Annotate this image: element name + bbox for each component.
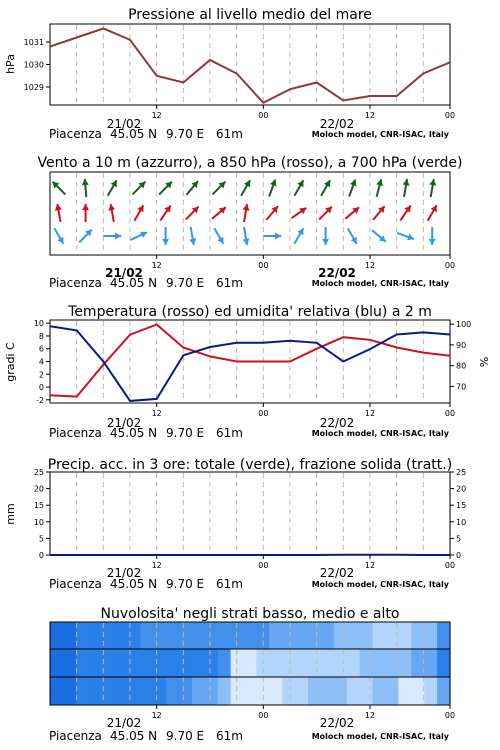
rh-y-axis [450,320,471,391]
x-tick-label: 12 [151,561,162,570]
cloud-cell-mid [63,649,77,677]
y-tick-label: 25 [33,468,44,477]
cloud-cell-high [360,677,374,705]
cloud-cell-high [347,677,361,705]
cloud-cell-low [282,622,296,649]
cloud-cell-high [411,677,425,705]
cloud-cell-mid [140,649,154,677]
location-name: Piacenza [49,426,102,440]
y-tick-label: 25 [456,468,467,477]
date-label-1: 21/02 [106,566,142,580]
cloud-cell-high [153,677,167,705]
cloud-cell-high [244,677,257,705]
cloud-cell-high [192,677,206,705]
wind-850hpa-arrow [266,206,278,220]
cloud-cell-high [334,677,348,705]
y-tick-label: 2 [38,370,44,380]
date-label-2: 22/02 [319,117,355,131]
cloud-cell-high [115,677,128,705]
cloud-heatmap [50,622,451,705]
location-lat: 45.05 N [110,729,158,743]
pressure-panel [4,7,455,141]
cloud-cell-mid [89,649,103,677]
cloud-cell-low [308,622,322,649]
cloud-cell-high [373,677,387,705]
arrow-head [82,204,89,210]
wind-700hpa-arrow [159,182,172,195]
cloud-cell-high [269,677,283,705]
y-tick-label: 90 [456,340,467,350]
cloud-cell-mid [153,649,167,677]
cloud-cell-mid [205,649,219,677]
x-tick-label: 00 [258,111,269,120]
model-credit: Moloch model, CNR-ISAC, Italy [311,732,449,741]
y-tick-label: 1031 [23,38,44,47]
wind-850hpa-arrow [160,206,170,221]
temp-rh-location-line [49,426,450,440]
precip-title: Precip. acc. in 3 ore: totale (verde), frazione solida (tratt.) [47,457,453,473]
model-credit: Moloch model, CNR-ISAC, Italy [311,580,449,589]
pressure-location-line [49,127,450,141]
y-tick-label: 0 [456,551,462,560]
wind-700hpa-arrow [108,180,117,196]
date-label-2: 22/02 [319,416,355,430]
wind-10m-arrow [348,228,357,244]
wind-10m-arrow [79,230,92,243]
wind-10m-arrow [189,227,196,245]
y-tick-label: 10 [33,319,44,329]
cloud-cell-low [89,622,103,649]
y-tick-label: 10 [33,517,44,527]
location-lat: 45.05 N [110,127,158,141]
x-tick-label: 00 [444,409,456,418]
x-tick-label: 12 [364,111,376,120]
cloud-cell-mid [179,649,193,677]
cloud-cell-low [50,622,64,649]
model-credit: Moloch model, CNR-ISAC, Italy [311,279,449,288]
temp-rh-panel [4,304,491,440]
wind-850hpa-arrow [82,204,89,222]
y-tick-label: 5 [456,534,462,544]
date-label-1: 21/02 [105,266,143,280]
cloud-cell-mid [321,649,335,677]
y-tick-label: 15 [456,501,467,511]
cloud-cell-high [218,677,232,705]
wind-10m-arrow [243,227,250,245]
x-tick-label: 12 [151,261,162,270]
wind-10m-arrow [103,233,121,240]
cloud-cell-low [153,622,167,649]
location-elevation: 61m [216,729,243,743]
cloud-panel [49,606,455,743]
cloud-cell-mid [334,649,348,677]
cloud-cell-low [218,622,232,649]
date-label-1: 21/02 [106,117,142,131]
wind-850hpa-arrow [400,206,410,221]
cloud-cell-mid [50,649,64,677]
wind-850hpa-arrow [55,204,62,222]
wind-850hpa-arrow [292,208,307,218]
arrow-head [376,179,383,186]
cloud-cell-low [205,622,219,649]
wind-850hpa-arrow [373,206,385,220]
date-label-2: 22/02 [319,566,355,580]
cloud-cell-low [115,622,128,649]
wind-10m-arrow [294,228,303,244]
location-name: Piacenza [49,127,102,141]
precip-y-axis [34,468,50,560]
pressure-y-label: hPa [4,54,17,74]
precip-y-label: mm [4,503,17,525]
cloud-cell-mid [373,649,387,677]
x-tick-label: 00 [258,261,269,270]
wind-850hpa-arrow [345,207,359,219]
cloud-cell-high [166,677,180,705]
cloud-cell-mid [218,649,232,677]
cloud-cell-mid [347,649,361,677]
wind-10m-arrow [397,233,414,240]
cloud-cell-mid [76,649,90,677]
location-lon: 9.70 E [166,729,205,743]
wind-10m-arrow [429,227,436,245]
x-tick-label: 00 [258,711,269,720]
arrow-head [162,239,169,245]
cloud-cell-low [76,622,90,649]
cloud-cell-low [360,622,374,649]
cloud-cell-high [140,677,154,705]
y-tick-label: 1030 [23,60,44,70]
location-lat: 45.05 N [110,276,158,290]
x-tick-label: 12 [151,111,162,120]
wind-title: Vento a 10 m (azzurro), a 850 hPa (rosso), a 700 hPa (verde) [37,155,463,171]
wind-700hpa-arrow [376,179,383,196]
cloud-cell-mid [192,649,206,677]
arrow-head [82,179,89,185]
cloud-cell-low [269,622,283,649]
cloud-cell-mid [411,649,425,677]
cloud-cell-high [295,677,309,705]
cloud-cell-low [166,622,180,649]
location-elevation: 61m [216,426,243,440]
x-tick-label: 00 [444,261,456,270]
pressure-gridlines [77,25,424,104]
pressure-y-axis [24,38,50,92]
cloud-cell-low [373,622,387,649]
cloud-cell-high [437,677,451,705]
location-elevation: 61m [216,127,243,141]
location-name: Piacenza [49,276,102,290]
date-label-1: 21/02 [106,416,142,430]
cloud-cell-low [334,622,348,649]
x-tick-label: 12 [364,711,376,720]
wind-700hpa-arrow [241,180,250,196]
cloud-cell-mid [437,649,451,677]
cloud-title: Nuvolosita' negli strati basso, medio e alto [100,606,400,622]
cloud-cell-high [50,677,64,705]
y-tick-label: 100 [456,320,472,330]
cloud-cell-high [398,677,412,705]
wind-10m-arrow [162,227,169,245]
cloud-cell-mid [282,649,296,677]
precip-x-axis [152,555,456,570]
cloud-x-axis [152,705,456,720]
wind-10m-arrow [372,230,386,242]
cloud-cell-high [127,677,141,705]
cloud-location-line [49,729,450,743]
y-tick-label: 8 [38,331,44,341]
cloud-cell-low [127,622,141,649]
y-tick-label: 20 [33,484,44,494]
wind-10m-arrow [214,228,223,244]
y-tick-label: 4 [38,357,44,367]
x-tick-label: 00 [258,561,269,570]
cloud-cell-high [231,677,245,705]
cloud-cell-high [424,677,438,705]
model-credit: Moloch model, CNR-ISAC, Italy [311,130,449,139]
cloud-cell-low [63,622,77,649]
cloud-cell-low [321,622,335,649]
cloud-cell-mid [127,649,141,677]
wind-panel [37,155,462,290]
cloud-cell-low [411,622,425,649]
wind-850hpa-arrow [212,207,226,219]
precip-location-line [49,577,450,591]
cloud-cell-mid [166,649,180,677]
x-tick-label: 00 [444,111,456,120]
wind-700hpa-arrow [321,180,330,196]
wind-700hpa-arrow [429,179,436,197]
location-lon: 9.70 E [166,426,205,440]
wind-850hpa-arrow [319,207,332,220]
wind-700hpa-arrow [294,180,303,196]
arrow-head [115,233,121,240]
arrow-head [322,239,329,245]
cloud-cell-high [205,677,219,705]
temperature-series-line [50,325,450,397]
cloud-cell-high [89,677,103,705]
y-tick-label: 20 [456,484,467,494]
cloud-cell-high [63,677,77,705]
cloud-cell-low [437,622,451,649]
wind-850hpa-arrow [243,204,250,222]
wind-x-axis [152,255,456,270]
cloud-cell-low [192,622,206,649]
cloud-cell-low [140,622,154,649]
location-name: Piacenza [49,729,102,743]
temp-rh-x-axis [152,403,456,418]
x-tick-label: 12 [364,261,376,270]
location-name: Piacenza [49,577,102,591]
cloud-cell-mid [424,649,438,677]
x-tick-label: 12 [364,561,376,570]
y-tick-label: 0 [38,383,44,393]
cloud-date-labels [107,716,355,730]
cloud-cell-high [282,677,296,705]
x-tick-label: 12 [151,409,162,418]
wind-700hpa-arrow [53,182,66,195]
cloud-cell-low [295,622,309,649]
pressure-series-line [50,29,450,103]
x-tick-label: 00 [444,561,456,570]
y-tick-label: 1029 [23,83,44,92]
wind-700hpa-arrow [82,179,89,197]
wind-10m-arrow [131,232,147,240]
x-tick-label: 12 [151,711,162,720]
cloud-cell-high [321,677,335,705]
pressure-title: Pressione al livello medio del mare [128,7,372,23]
humidity-series-line [50,326,450,401]
wind-850hpa-arrow [428,205,437,221]
cloud-cell-low [398,622,412,649]
date-label-2: 22/02 [319,716,355,730]
cloud-cell-low [179,622,193,649]
cloud-cell-mid [115,649,128,677]
location-lon: 9.70 E [166,577,205,591]
precip-plot-frame [50,472,450,555]
date-label-1: 21/02 [106,716,142,730]
wind-700hpa-arrow [403,179,410,197]
wind-850hpa-arrow [186,207,199,220]
precip-y-axis-right [450,468,466,560]
cloud-cell-low [424,622,438,649]
y-tick-label: 80 [456,361,467,371]
wind-10m-arrow [54,228,63,244]
cloud-cell-high [76,677,90,705]
y-tick-label: 5 [38,534,44,544]
model-credit: Moloch model, CNR-ISAC, Italy [311,429,449,438]
location-elevation: 61m [216,577,243,591]
wind-arrows [53,179,437,245]
cloud-cell-mid [360,649,374,677]
wind-700hpa-arrow [349,180,356,197]
cloud-cell-mid [295,649,309,677]
cloud-cell-low [347,622,361,649]
wind-850hpa-arrow [108,204,115,222]
rh-y-label: % [478,356,491,368]
wind-location-line [49,276,450,290]
temp-y-axis [34,319,50,405]
location-lon: 9.70 E [166,276,205,290]
y-tick-label: -2 [36,395,44,405]
wind-700hpa-arrow [269,180,276,197]
precip-panel [4,457,466,591]
pressure-plot-frame [50,24,450,105]
arrow-head [275,233,281,240]
y-tick-label: 15 [33,501,44,511]
location-elevation: 61m [216,276,243,290]
wind-700hpa-arrow [133,182,146,195]
temp-y-label: gradi C [4,342,17,382]
cloud-cell-mid [308,649,322,677]
x-tick-label: 12 [364,409,376,418]
cloud-cell-mid [398,649,412,677]
arrow-head [429,239,436,245]
cloud-cell-high [179,677,193,705]
y-tick-label: 6 [38,344,44,354]
x-tick-label: 00 [258,409,269,418]
x-tick-label: 00 [444,711,456,720]
cloud-cell-low [231,622,245,649]
wind-700hpa-arrow [186,181,198,195]
wind-10m-arrow [263,233,281,240]
wind-10m-arrow [322,227,329,245]
pressure-x-axis [152,105,456,120]
cloud-cell-low [244,622,257,649]
y-tick-label: 0 [38,551,44,560]
cloud-cell-high [308,677,322,705]
temp-rh-title: Temperatura (rosso) ed umidita' relativa (blu) a 2 m [68,304,432,320]
location-lat: 45.05 N [110,577,158,591]
date-label-2: 22/02 [318,266,356,280]
y-tick-label: 10 [456,517,467,527]
location-lat: 45.05 N [110,426,158,440]
wind-850hpa-arrow [134,205,143,221]
cloud-cell-mid [231,649,245,677]
precip-gridlines [77,473,424,554]
wind-700hpa-arrow [213,182,226,195]
cloud-cell-mid [269,649,283,677]
y-tick-label: 70 [456,382,467,392]
location-lon: 9.70 E [166,127,205,141]
cloud-cell-mid [244,649,257,677]
